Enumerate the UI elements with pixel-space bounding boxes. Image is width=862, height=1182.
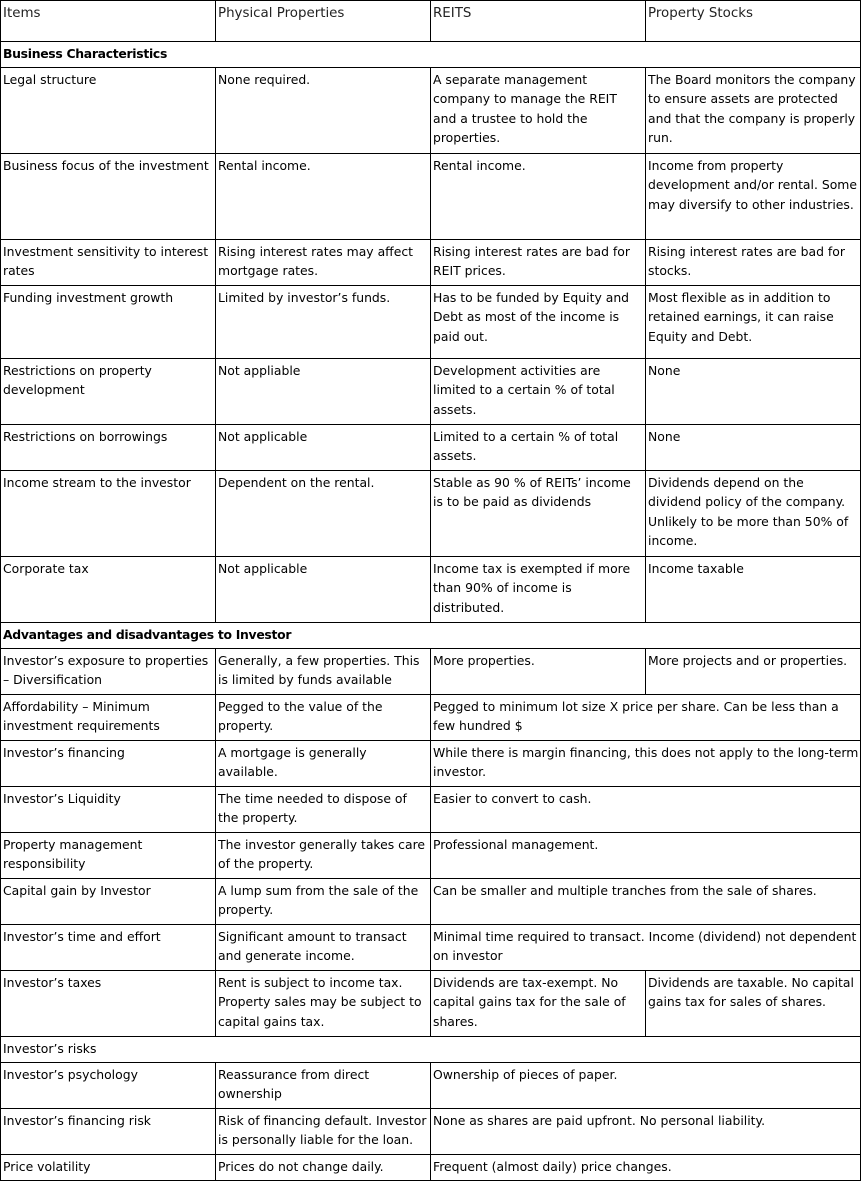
table-row bbox=[1, 425, 861, 471]
stocks-cell: None bbox=[646, 425, 861, 471]
physical-cell: Significant amount to transact and generate income. bbox=[216, 925, 431, 971]
table-row bbox=[1, 1063, 861, 1109]
physical-cell: Rent is subject to income tax. Property sales may be subject to capital gains tax. bbox=[216, 971, 431, 1037]
reits-cell: Rising interest rates are bad for REIT prices. bbox=[431, 240, 646, 286]
table-row bbox=[1, 286, 861, 359]
physical-cell: Prices do not change daily. bbox=[216, 1155, 431, 1181]
section-row bbox=[1, 42, 861, 68]
table-row bbox=[1, 741, 861, 787]
physical-cell: The time needed to dispose of the property. bbox=[216, 787, 431, 833]
reits-stocks-cell: Can be smaller and multiple tranches from the sale of shares. bbox=[431, 879, 861, 925]
stocks-cell: Most flexible as in addition to retained earnings, it can raise Equity and Debt. bbox=[646, 286, 861, 359]
table-row bbox=[1, 695, 861, 741]
row-label: Affordability – Minimum investment requirements bbox=[1, 695, 216, 741]
physical-cell: A lump sum from the sale of the property. bbox=[216, 879, 431, 925]
row-label: Investor’s financing bbox=[1, 741, 216, 787]
reits-cell: Income tax is exempted if more than 90% of income is distributed. bbox=[431, 557, 646, 623]
row-label: Investor’s Liquidity bbox=[1, 787, 216, 833]
table-row bbox=[1, 154, 861, 240]
reits-cell: More properties. bbox=[431, 649, 646, 695]
physical-cell: Not applicable bbox=[216, 557, 431, 623]
physical-cell: Reassurance from direct ownership bbox=[216, 1063, 431, 1109]
stocks-cell: Rising interest rates are bad for stocks. bbox=[646, 240, 861, 286]
reits-cell: A separate management company to manage the REIT and a trustee to hold the properties. bbox=[431, 68, 646, 154]
table-row bbox=[1, 1109, 861, 1155]
physical-cell: Limited by investor’s funds. bbox=[216, 286, 431, 359]
row-label: Investor’s exposure to properties – Diversification bbox=[1, 649, 216, 695]
reits-stocks-cell: Ownership of pieces of paper. bbox=[431, 1063, 861, 1109]
row-label: Legal structure bbox=[1, 68, 216, 154]
row-label: Property management responsibility bbox=[1, 833, 216, 879]
physical-cell: The investor generally takes care of the property. bbox=[216, 833, 431, 879]
row-label: Investment sensitivity to interest rates bbox=[1, 240, 216, 286]
column-header-physical: Physical Properties bbox=[216, 1, 431, 42]
reits-stocks-cell: Professional management. bbox=[431, 833, 861, 879]
row-label: Price volatility bbox=[1, 1155, 216, 1181]
reits-cell: Has to be funded by Equity and Debt as most of the income is paid out. bbox=[431, 286, 646, 359]
reits-cell: Dividends are tax-exempt. No capital gains tax for the sale of shares. bbox=[431, 971, 646, 1037]
reits-cell: Limited to a certain % of total assets. bbox=[431, 425, 646, 471]
table-row bbox=[1, 1155, 861, 1181]
row-label: Restrictions on property development bbox=[1, 359, 216, 425]
row-label: Income stream to the investor bbox=[1, 471, 216, 557]
column-header-reits: REITS bbox=[431, 1, 646, 42]
reits-cell: Development activities are limited to a certain % of total assets. bbox=[431, 359, 646, 425]
section-heading-advantages: Advantages and disadvantages to Investor bbox=[1, 623, 861, 649]
reits-cell: Rental income. bbox=[431, 154, 646, 240]
table-row bbox=[1, 925, 861, 971]
row-label: Business focus of the investment bbox=[1, 154, 216, 240]
physical-cell: Generally, a few properties. This is limited by funds available bbox=[216, 649, 431, 695]
table-row bbox=[1, 359, 861, 425]
row-label: Corporate tax bbox=[1, 557, 216, 623]
table-row bbox=[1, 879, 861, 925]
row-label: Funding investment growth bbox=[1, 286, 216, 359]
table-row bbox=[1, 557, 861, 623]
physical-cell: Pegged to the value of the property. bbox=[216, 695, 431, 741]
physical-cell: Not appliable bbox=[216, 359, 431, 425]
reits-cell: Stable as 90 % of REITs’ income is to be paid as dividends bbox=[431, 471, 646, 557]
physical-cell: Not applicable bbox=[216, 425, 431, 471]
table-row bbox=[1, 240, 861, 286]
column-header-items: Items bbox=[1, 1, 216, 42]
stocks-cell: Income from property development and/or rental. Some may diversify to other industries. bbox=[646, 154, 861, 240]
reits-stocks-cell: Easier to convert to cash. bbox=[431, 787, 861, 833]
table-row bbox=[1, 971, 861, 1037]
stocks-cell: None bbox=[646, 359, 861, 425]
physical-cell: Dependent on the rental. bbox=[216, 471, 431, 557]
column-header-stocks: Property Stocks bbox=[646, 1, 861, 42]
row-label: Capital gain by Investor bbox=[1, 879, 216, 925]
stocks-cell: Dividends are taxable. No capital gains tax for sales of shares. bbox=[646, 971, 861, 1037]
section-row bbox=[1, 623, 861, 649]
table-row bbox=[1, 787, 861, 833]
header-row bbox=[1, 1, 861, 42]
stocks-cell: Dividends depend on the dividend policy of the company. Unlikely to be more than 50% of income. bbox=[646, 471, 861, 557]
row-label: Investor’s psychology bbox=[1, 1063, 216, 1109]
reits-stocks-cell: Minimal time required to transact. Income (dividend) not dependent on investor bbox=[431, 925, 861, 971]
reits-stocks-cell: While there is margin financing, this does not apply to the long-term investor. bbox=[431, 741, 861, 787]
stocks-cell: The Board monitors the company to ensure assets are protected and that the company is properly run. bbox=[646, 68, 861, 154]
section-heading-risks: Investor’s risks bbox=[1, 1037, 861, 1063]
table-row bbox=[1, 833, 861, 879]
section-row bbox=[1, 1037, 861, 1063]
physical-cell: None required. bbox=[216, 68, 431, 154]
table-row bbox=[1, 649, 861, 695]
section-heading-business: Business Characteristics bbox=[1, 42, 861, 68]
reits-stocks-cell: Frequent (almost daily) price changes. bbox=[431, 1155, 861, 1181]
physical-cell: Rising interest rates may affect mortgage rates. bbox=[216, 240, 431, 286]
stocks-cell: Income taxable bbox=[646, 557, 861, 623]
reits-stocks-cell: Pegged to minimum lot size X price per share. Can be less than a few hundred $ bbox=[431, 695, 861, 741]
table-row bbox=[1, 471, 861, 557]
row-label: Investor’s financing risk bbox=[1, 1109, 216, 1155]
physical-cell: A mortgage is generally available. bbox=[216, 741, 431, 787]
stocks-cell: More projects and or properties. bbox=[646, 649, 861, 695]
row-label: Investor’s taxes bbox=[1, 971, 216, 1037]
physical-cell: Risk of financing default. Investor is personally liable for the loan. bbox=[216, 1109, 431, 1155]
reits-stocks-cell: None as shares are paid upfront. No personal liability. bbox=[431, 1109, 861, 1155]
physical-cell: Rental income. bbox=[216, 154, 431, 240]
row-label: Investor’s time and effort bbox=[1, 925, 216, 971]
row-label: Restrictions on borrowings bbox=[1, 425, 216, 471]
table-row bbox=[1, 68, 861, 154]
